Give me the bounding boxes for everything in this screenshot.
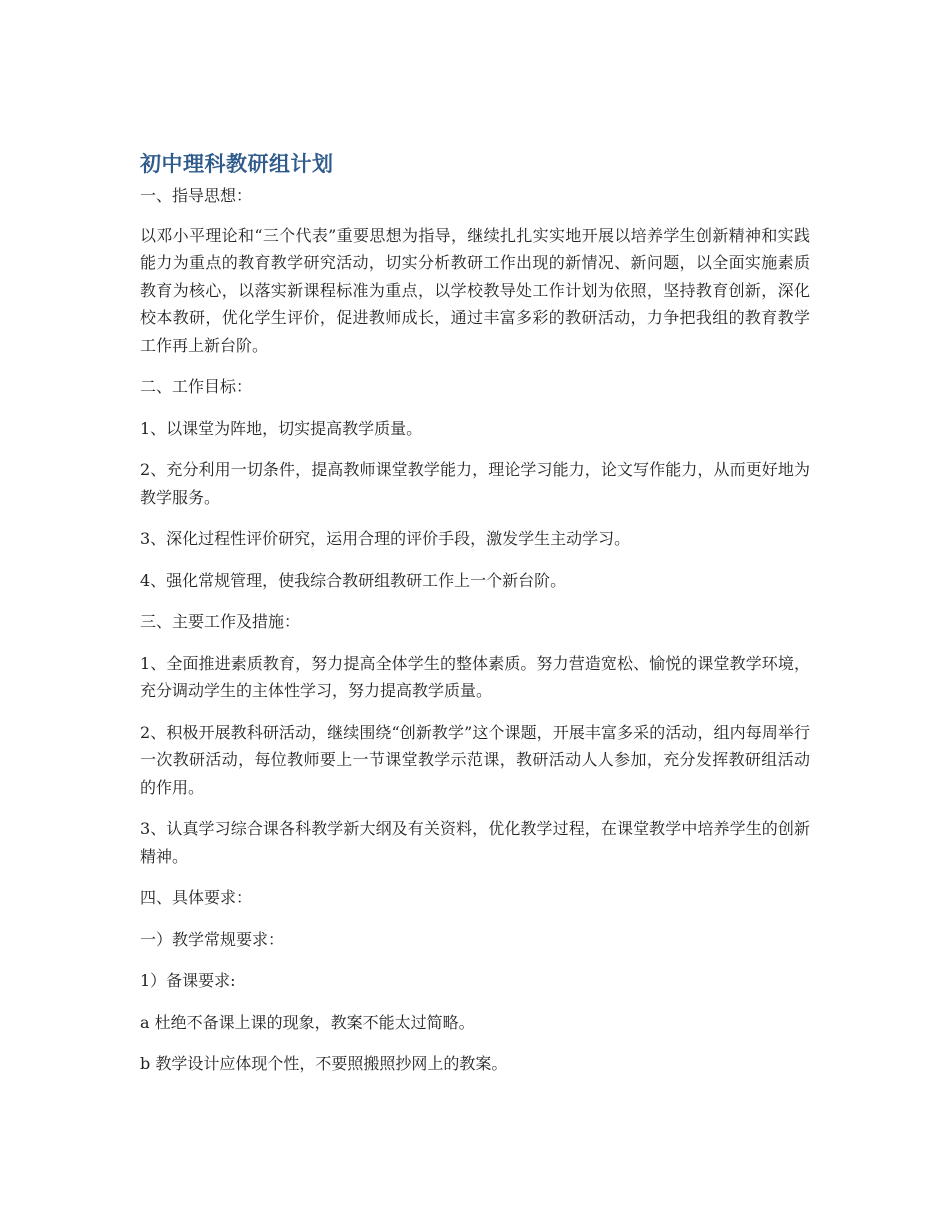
goal-item-3: 3、深化过程性评价研究，运用合理的评价手段，激发学生主动学习。 (140, 529, 631, 548)
requirement-item-a: a 杜绝不备课上课的现象，教案不能太过简略。 (140, 1012, 475, 1032)
heading-main-work: 三、主要工作及措施： (140, 612, 301, 631)
heading-specific-requirements: 四、具体要求： (140, 888, 253, 907)
document-title: 初中理科教研组计划 (140, 152, 334, 176)
requirement-item-b: b 教学设计应体现个性，不要照搬照抄网上的教案。 (140, 1054, 508, 1073)
heading-guiding-ideology: 一、指导思想： (140, 186, 253, 205)
document-page (140, 148, 810, 1092)
work-item-2: 2、积极开展教科研活动，继续围绕“创新教学”这个课题，开展丰富多采的活动，组内每周举行一次教研活动，每位教师要上一节课堂教学示范课，教研活动人人参加，充分发挥教研组活动的作用。 (140, 722, 810, 797)
goal-item-4: 4、强化常规管理，使我综合教研组教研工作上一个新台阶。 (140, 570, 567, 590)
paragraph-guiding-ideology: 以邓小平理论和“三个代表”重要思想为指导，继续扎扎实实地开展以培养学生创新精神和实践能力为重点的教育教学研究活动，切实分析教研工作出现的新情况、新问题，以全面实施素质教育为核心，以落实新课程标准为重点，以学校教导处工作计划为依照，坚持教育创新，深化校本教研，优化学生评价，促进教师成长，通过丰富多彩的教研活动，力争把我组的教育教学工作再上新台阶。 (140, 225, 810, 355)
goal-item-1: 1、以课堂为阵地，切实提高教学质量。 (140, 418, 423, 438)
work-item-3: 3、认真学习综合课各科教学新大纲及有关资料，优化教学过程，在课堂教学中培养学生的创新精神。 (140, 819, 810, 866)
goal-item-2: 2、充分利用一切条件，提高教师课堂教学能力，理论学习能力，论文写作能力，从而更好地为教学服务。 (140, 460, 810, 507)
heading-work-goals: 二、工作目标： (140, 377, 253, 396)
subheading-teaching-routine: 一）教学常规要求： (140, 929, 285, 949)
work-item-1: 1、全面推进素质教育，努力提高全体学生的整体素质。努力营造宽松、愉悦的课堂教学环境，充分调动学生的主体性学习，努力提高教学质量。 (140, 653, 810, 700)
subheading-lesson-prep: 1）备课要求: (140, 971, 236, 990)
